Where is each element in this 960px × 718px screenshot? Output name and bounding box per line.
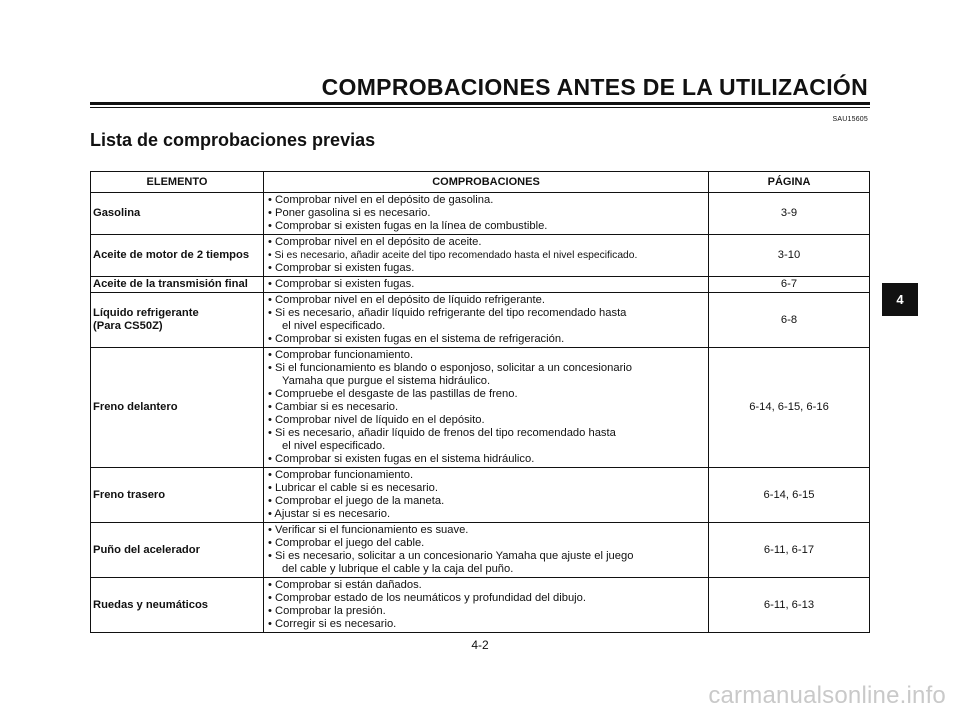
- element-cell: [91, 468, 264, 523]
- check-item: • Comprobar funcionamiento.: [268, 349, 414, 361]
- table-header-row: [91, 172, 870, 193]
- element-cell: [91, 578, 264, 633]
- check-item: el nivel especificado.: [282, 320, 386, 332]
- element-label: (Para CS50Z): [93, 320, 163, 332]
- header-rule-thin: [90, 107, 870, 108]
- table-row: [91, 293, 870, 348]
- table-row: [91, 468, 870, 523]
- table-row: [91, 523, 870, 578]
- chapter-tab-marker[interactable]: 4: [882, 283, 918, 316]
- element-cell: [91, 348, 264, 468]
- check-item: • Comprobar si están dañados.: [268, 579, 422, 591]
- check-item: • Poner gasolina si es necesario.: [268, 207, 431, 219]
- checks-cell: [264, 578, 709, 633]
- page-reference-cell: 6-14, 6-15: [709, 468, 870, 523]
- check-item: • Comprobar nivel de líquido en el depósito.: [268, 414, 485, 426]
- column-header-checks: COMPROBACIONES: [264, 172, 709, 193]
- check-item: • Si es necesario, añadir líquido refrigerante del tipo recomendado hasta: [268, 307, 627, 319]
- check-item: • Comprobar si existen fugas.: [268, 262, 415, 274]
- element-cell: [91, 293, 264, 348]
- page-reference-cell: 3-9: [709, 193, 870, 235]
- check-item: • Lubricar el cable si es necesario.: [268, 482, 438, 494]
- chapter-title: COMPROBACIONES ANTES DE LA UTILIZACIÓN: [321, 74, 868, 100]
- check-item: • Si es necesario, añadir aceite del tipo recomendado hasta el nivel especificado.: [268, 250, 638, 261]
- column-header-element: ELEMENTO: [91, 172, 264, 193]
- checks-cell: [264, 523, 709, 578]
- check-item: • Compruebe el desgaste de las pastillas de freno.: [268, 388, 518, 400]
- table-row: [91, 277, 870, 293]
- check-item: • Cambiar si es necesario.: [268, 401, 399, 413]
- element-label: Ruedas y neumáticos: [93, 598, 209, 611]
- page-reference-cell: 6-14, 6-15, 6-16: [709, 348, 870, 468]
- page-reference-cell: 6-8: [709, 293, 870, 348]
- element-label: Freno trasero: [93, 488, 166, 501]
- check-item: • Si es necesario, solicitar a un concesionario Yamaha que ajuste el juego: [268, 550, 634, 562]
- checks-cell: [264, 277, 709, 293]
- check-item: • Comprobar si existen fugas.: [268, 278, 415, 290]
- column-header-page: PÁGINA: [709, 172, 870, 193]
- check-item: • Comprobar nivel en el depósito de líquido refrigerante.: [268, 294, 545, 306]
- watermark: carmanualsonline.info: [708, 682, 946, 709]
- check-item: • Comprobar si existen fugas en la línea de combustible.: [268, 220, 548, 232]
- table-row: [91, 235, 870, 277]
- check-item: • Si el funcionamiento es blando o esponjoso, solicitar a un concesionario: [268, 362, 633, 374]
- element-cell: [91, 235, 264, 277]
- check-item: del cable y lubrique el cable y la caja del puño.: [282, 563, 514, 575]
- section-title: Lista de comprobaciones previas: [90, 130, 376, 150]
- check-item: el nivel especificado.: [282, 440, 386, 452]
- check-item: • Comprobar la presión.: [268, 605, 386, 617]
- pre-operation-checklist-table: [90, 171, 870, 633]
- check-item: • Si es necesario, añadir líquido de frenos del tipo recomendado hasta: [268, 427, 616, 439]
- element-label: Freno delantero: [93, 401, 178, 413]
- page-number: 4-2: [471, 638, 489, 652]
- element-cell: [91, 193, 264, 235]
- checks-cell: [264, 193, 709, 235]
- element-label: Puño del acelerador: [93, 543, 200, 556]
- check-item: • Comprobar si existen fugas en el sistema de refrigeración.: [268, 333, 565, 345]
- check-item: • Ajustar si es necesario.: [268, 508, 391, 520]
- table-row: [91, 193, 870, 235]
- element-label: Aceite de motor de 2 tiempos: [93, 249, 250, 261]
- checks-cell: [264, 348, 709, 468]
- element-cell: [91, 277, 264, 293]
- element-cell: [91, 523, 264, 578]
- check-item: Yamaha que purgue el sistema hidráulico.: [282, 375, 491, 387]
- check-item: • Corregir si es necesario.: [268, 618, 397, 630]
- check-item: • Comprobar estado de los neumáticos y profundidad del dibujo.: [268, 592, 586, 604]
- table-row: [91, 578, 870, 633]
- check-item: • Comprobar nivel en el depósito de gasolina.: [268, 194, 494, 206]
- page-reference-cell: 6-11, 6-13: [709, 578, 870, 633]
- element-label: Aceite de la transmisión final: [93, 278, 248, 290]
- check-item: • Comprobar el juego de la maneta.: [268, 495, 445, 507]
- page-reference-cell: 3-10: [709, 235, 870, 277]
- check-item: • Verificar si el funcionamiento es suave.: [268, 524, 469, 536]
- element-label: Líquido refrigerante: [93, 307, 199, 319]
- page-reference-cell: 6-7: [709, 277, 870, 293]
- check-item: • Comprobar funcionamiento.: [268, 469, 414, 481]
- checks-cell: [264, 293, 709, 348]
- section-code: SAU15605: [832, 116, 868, 123]
- checks-cell: [264, 235, 709, 277]
- table-row: [91, 348, 870, 468]
- header-rule-thick: [90, 102, 870, 105]
- page-reference-cell: 6-11, 6-17: [709, 523, 870, 578]
- element-label: Gasolina: [93, 207, 141, 219]
- check-item: • Comprobar nivel en el depósito de aceite.: [268, 236, 482, 248]
- checks-cell: [264, 468, 709, 523]
- check-item: • Comprobar si existen fugas en el sistema hidráulico.: [268, 453, 535, 465]
- check-item: • Comprobar el juego del cable.: [268, 537, 425, 549]
